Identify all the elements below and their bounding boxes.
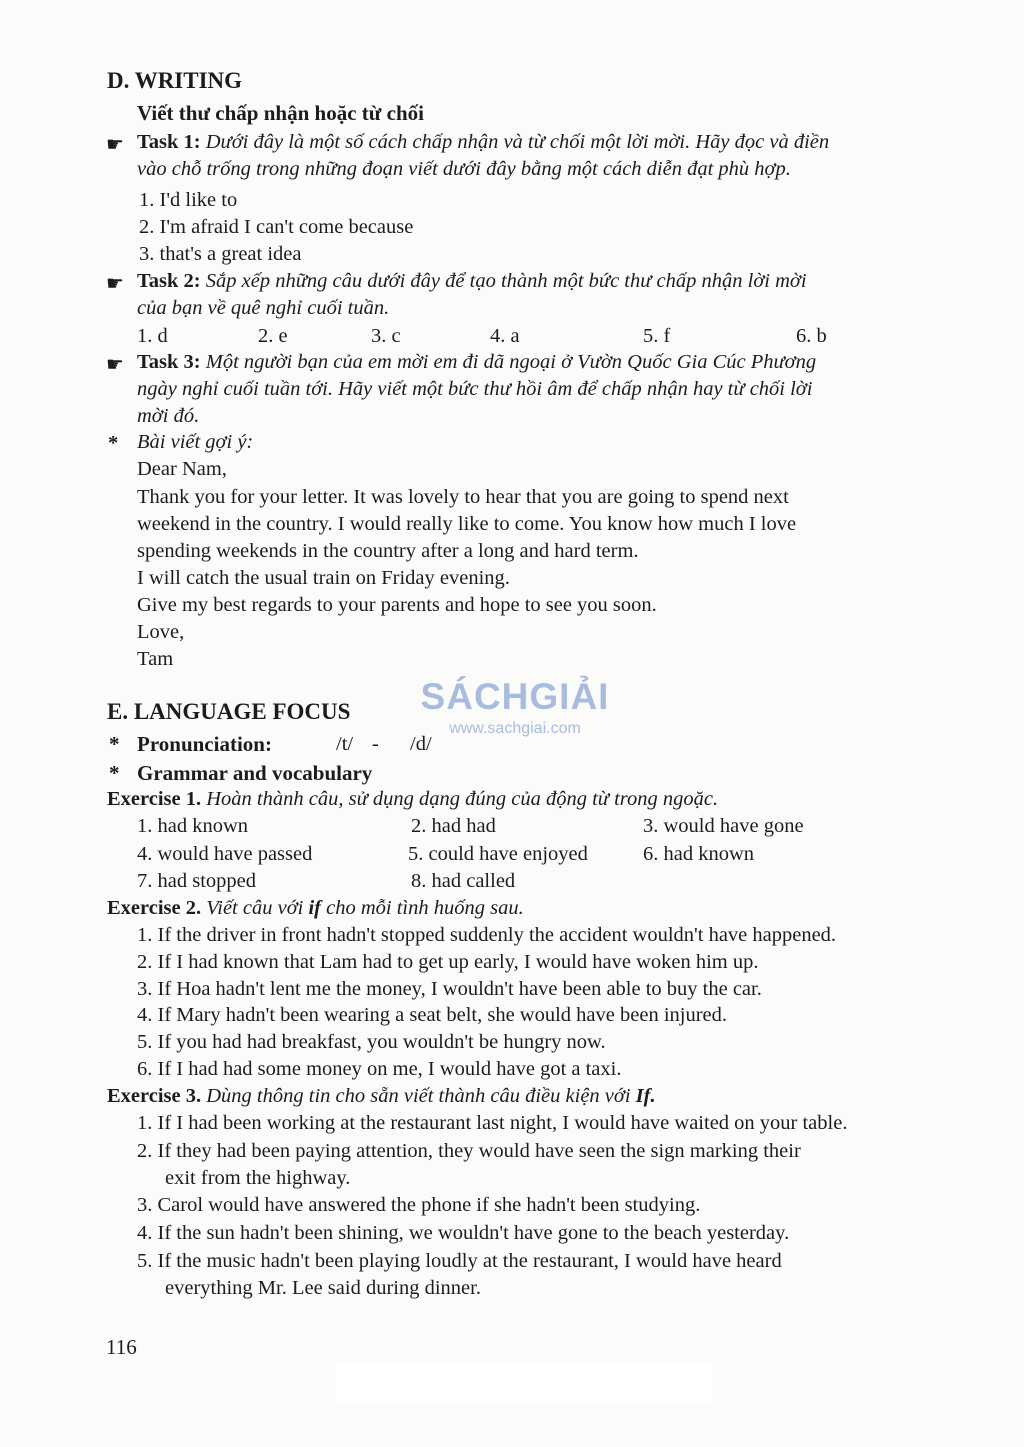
letter-signature: Tam [137,648,174,670]
exercise3-answer: 1. If I had been working at the restaurant last night, I would have waited on your table. [137,1112,848,1134]
exercise3-answer: 5. If the music hadn't been playing loudly at the restaurant, I would have heard [137,1250,782,1272]
task3-label: Task 3: [137,351,201,373]
task2-answer: 3. c [371,325,401,347]
exercise1-answer: 1. had known [137,815,249,837]
task3-instruction-line1: Một người bạn của em mời em đi dã ngoại ở Vườn Quốc Gia Cúc Phương [205,351,817,373]
pointing-hand-icon: ☛ [106,354,124,376]
task2-instruction-line1: Sắp xếp những câu dưới đây để tạo thành một bức thư chấp nhận lời mời [205,270,807,292]
task2-answer: 1. d [137,325,168,347]
task1-instruction [137,131,829,154]
exercise3-label: Exercise 3. [107,1085,202,1107]
sample-label: Bài viết gợi ý: [137,431,254,453]
task2-answer: 6. b [796,325,827,347]
exercise1-answer: 8. had called [411,870,516,892]
task1-answer: 2. I'm afraid I can't come because [139,216,414,238]
task3-instruction-line3: mời đó. [137,405,200,427]
task2-instruction [137,270,807,293]
pronunciation-t: /t/ [336,733,354,755]
exercise2-answer: 3. If Hoa hadn't lent me the money, I wouldn't have been able to buy the car. [137,978,762,1000]
letter-body-line: Thank you for your letter. It was lovely to hear that you are going to spend next [137,486,789,508]
task2-instruction-line2: của bạn về quê nghỉ cuối tuần. [137,297,390,319]
task2-answer: 4. a [490,325,520,347]
exercise2-instruction-post: cho mỗi tình huống sau. [326,897,524,919]
letter-greeting: Dear Nam, [137,458,227,480]
letter-body-line: spending weekends in the country after a long and hard term. [137,540,639,562]
section-heading-language-focus: E. LANGUAGE FOCUS [107,699,351,724]
pointing-hand-icon: ☛ [106,273,124,295]
exercise3-heading [107,1085,656,1108]
pointing-hand-icon: ☛ [106,134,124,156]
exercise1-answer: 3. would have gone [643,815,804,837]
task3-instruction-line2: ngày nghỉ cuối tuần tới. Hãy viết một bức thư hồi âm để chấp nhận hay từ chối lời [137,378,813,400]
watermark-logo [410,676,620,738]
blank-box [336,1363,712,1403]
exercise3-instruction-pre: Dùng thông tin cho sẵn viết thành câu điều kiện với [206,1085,631,1107]
task2-label: Task 2: [137,270,201,292]
letter-body-line: I will catch the usual train on Friday evening. [137,567,510,589]
task2-answer: 2. e [258,325,288,347]
pronunciation-label: Pronunciation: [137,732,272,756]
exercise2-heading [107,897,524,920]
exercise1-instruction: Hoàn thành câu, sử dụng dạng đúng của động từ trong ngoặc. [206,788,719,810]
exercise2-instruction-keyword: if [308,897,321,919]
pronunciation-dash: - [372,733,379,755]
exercise3-answer-continued: exit from the highway. [165,1167,351,1189]
grammar-label: Grammar and vocabulary [137,761,373,785]
exercise1-label: Exercise 1. [107,788,202,810]
exercise2-answer: 5. If you had had breakfast, you wouldn't be hungry now. [137,1031,606,1053]
letter-body-line: weekend in the country. I would really like to come. You know how much I love [137,513,797,535]
exercise3-answer: 4. If the sun hadn't been shining, we wouldn't have gone to the beach yesterday. [137,1222,790,1244]
exercise3-instruction-keyword: If. [635,1085,656,1107]
bullet-star: * [109,732,120,756]
exercise1-answer: 7. had stopped [137,870,256,892]
task3-instruction [137,351,816,374]
exercise1-answer: 4. would have passed [137,843,313,865]
exercise1-answer: 6. had known [643,843,755,865]
exercise2-answer: 1. If the driver in front hadn't stopped suddenly the accident wouldn't have happened. [137,924,837,946]
exercise3-answer-continued: everything Mr. Lee said during dinner. [165,1277,481,1299]
page-number: 116 [106,1335,137,1359]
section-heading-writing: D. WRITING [107,68,243,93]
exercise2-label: Exercise 2. [107,897,202,919]
task1-answer: 1. I'd like to [139,189,238,211]
exercise1-heading [107,788,718,811]
pronunciation-d: /d/ [410,733,432,755]
task1-instruction-line1: Dưới đây là một số cách chấp nhận và từ chối một lời mời. Hãy đọc và điền [205,131,830,153]
task1-answer: 3. that's a great idea [139,243,302,265]
exercise3-answer: 2. If they had been paying attention, they would have seen the sign marking their [137,1140,801,1162]
task2-answer: 5. f [643,325,671,347]
letter-body-line: Give my best regards to your parents and hope to see you soon. [137,594,657,616]
bullet-star: * [108,432,119,454]
task1-instruction-line2: vào chỗ trống trong những đoạn viết dưới đây bằng một cách diễn đạt phù hợp. [137,158,791,180]
letter-closing: Love, [137,621,185,643]
watermark-title: SÁCHGIẢI [420,676,610,717]
exercise2-instruction-pre: Viết câu với [206,897,304,919]
task1-label: Task 1: [137,131,201,153]
exercise1-answer: 2. had had [411,815,496,837]
exercise1-answer: 5. could have enjoyed [408,843,588,865]
bullet-star: * [109,761,120,785]
writing-subheading: Viết thư chấp nhận hoặc từ chối [137,101,424,125]
exercise2-answer: 4. If Mary hadn't been wearing a seat belt, she would have been injured. [137,1004,728,1026]
exercise2-answer: 2. If I had known that Lam had to get up early, I would have woken him up. [137,951,759,973]
exercise2-answer: 6. If I had had some money on me, I would have got a taxi. [137,1058,622,1080]
watermark-url: www.sachgiai.com [449,720,581,737]
exercise3-answer: 3. Carol would have answered the phone if she hadn't been studying. [137,1194,701,1216]
